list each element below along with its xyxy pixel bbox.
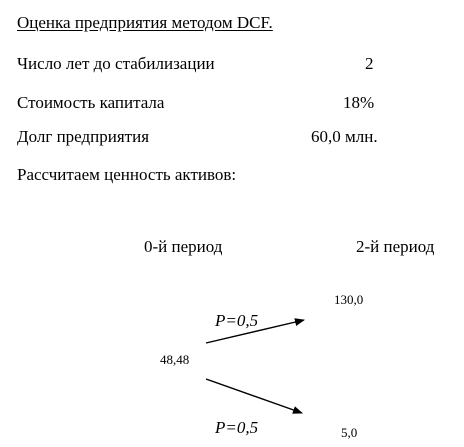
down-probability: P=0,5: [215, 418, 259, 437]
period-2-label: 2-й период: [356, 237, 435, 256]
down-node-value: 5,0: [341, 425, 358, 440]
up-probability: P=0,5: [215, 311, 259, 330]
up-node-value: 130,0: [334, 292, 364, 307]
param-years-value: 2: [365, 54, 374, 73]
up-arrow: [206, 320, 304, 343]
down-arrow: [206, 379, 302, 413]
param-capital-cost-value: 18%: [343, 93, 375, 112]
param-years-label: Число лет до стабилизации: [17, 54, 215, 73]
period-0-label: 0-й период: [144, 237, 223, 256]
param-debt-value: 60,0 млн.: [311, 127, 378, 146]
root-node-value: 48,48: [160, 352, 190, 367]
param-capital-cost-label: Стоимость капитала: [17, 93, 165, 112]
param-debt-label: Долг предприятия: [17, 127, 150, 146]
intro-text: Рассчитаем ценность активов:: [17, 165, 237, 184]
document-title: Оценка предприятия методом DCF.: [17, 13, 273, 32]
